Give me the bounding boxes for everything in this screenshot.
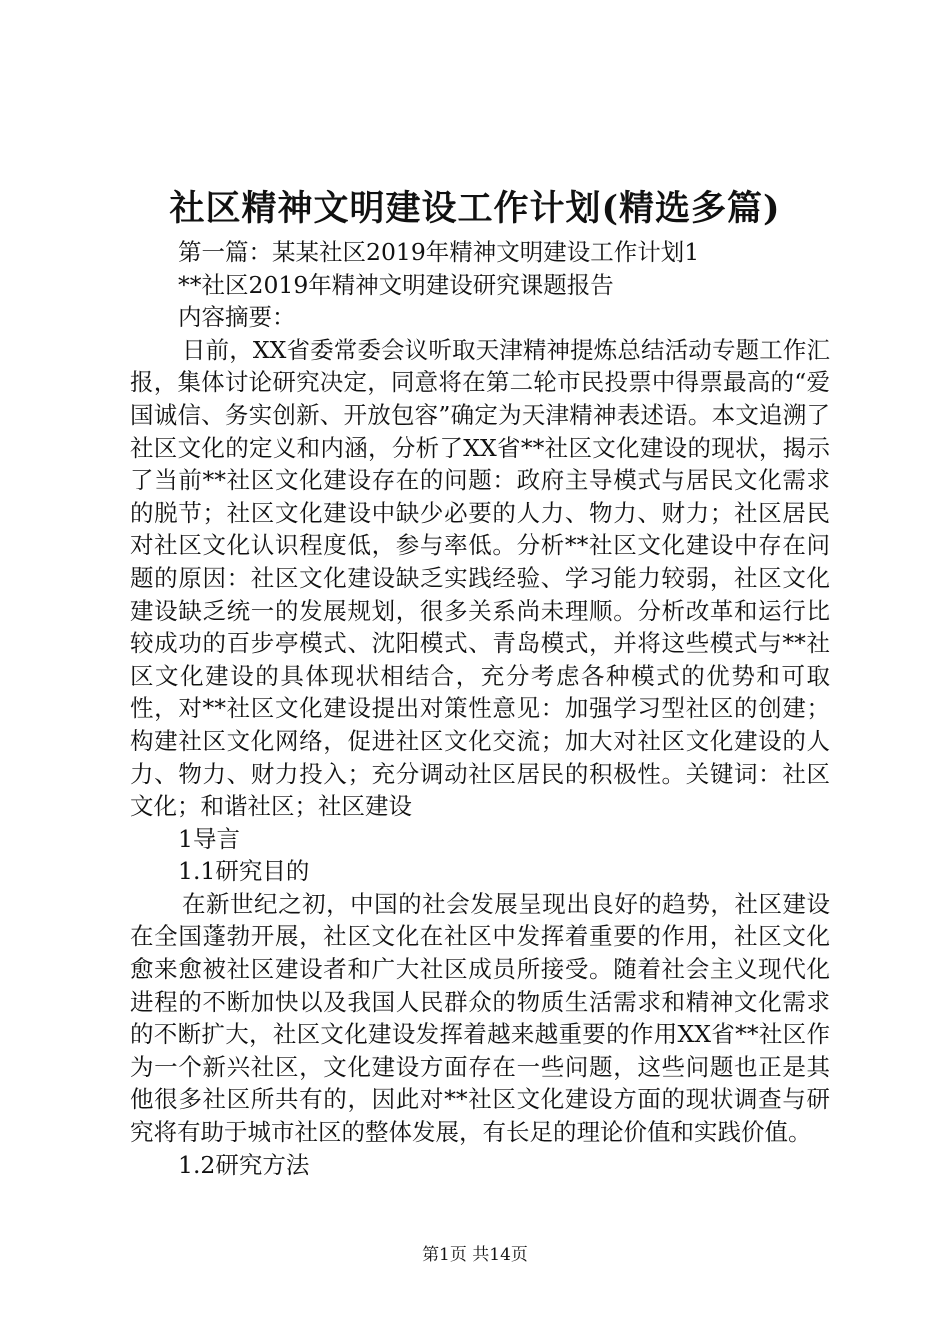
heading-report-title: **社区2019年精神文明建设研究课题报告 [178,270,614,299]
document-body [130,236,830,1181]
document-title: 社区精神文明建设工作计划(精选多篇) [169,188,781,229]
purpose-paragraph: 在新世纪之初，中国的社会发展呈现出良好的趋势，社区建设在全国蓬勃开展，社区文化在社区中发挥着重要的作用，社区文化愈来愈被社区建设者和广大社区成员所接受。随着社会主义现代化进程的不断加快以及我国人民群众的物质生活需求和精神文化需求的不断扩大，社区文化建设发挥着越来越重要的作用XX省**社区作为一个新兴社区，文化建设方面存在一些问题，这些问题也正是其他很多社区所共有的，因此对**社区文化建设方面的现状调查与研究将有助于城市社区的整体发展，有长足的理论价值和实践价值。 [130,889,830,1147]
abstract-paragraph: 日前，XX省委常委会议听取天津精神提炼总结活动专题工作汇报，集体讨论研究决定，同意将在第二轮市民投票中得票最高的“爱国诚信、务实创新、开放包容”确定为天津精神表述语。本文追溯了社区文化的定义和内涵，分析了XX省**社区文化建设的现状，揭示了当前**社区文化建设存在的问题：政府主导模式与居民文化需求的脱节；社区文化建设中缺少必要的人力、物力、财力；社区居民对社区文化认识程度低，参与率低。分析**社区文化建设中存在问题的原因：社区文化建设缺乏实践经验、学习能力较弱，社区文化建设缺乏统一的发展规划，很多关系尚未理顺。分析改革和运行比较成功的百步亭模式、沈阳模式、青岛模式，并将这些模式与**社区文化建设的具体现状相结合，充分考虑各种模式的优势和可取性，对**社区文化建设提出对策性意见：加强学习型社区的创建；构建社区文化网络，促进社区文化交流；加大对社区文化建设的人力、物力、财力投入；充分调动社区居民的积极性。关键词：社区文化；和谐社区；社区建设 [130,335,830,821]
section-heading-purpose: 1.1研究目的 [178,857,310,886]
section-heading-intro: 1导言 [178,824,240,853]
heading-part-one: 第一篇：某某社区2019年精神文明建设工作计划1 [178,238,700,266]
page-number-footer: 第1页 共14页 [422,1245,528,1265]
abstract-label: 内容摘要： [178,303,296,332]
section-heading-method: 1.2研究方法 [178,1150,310,1179]
